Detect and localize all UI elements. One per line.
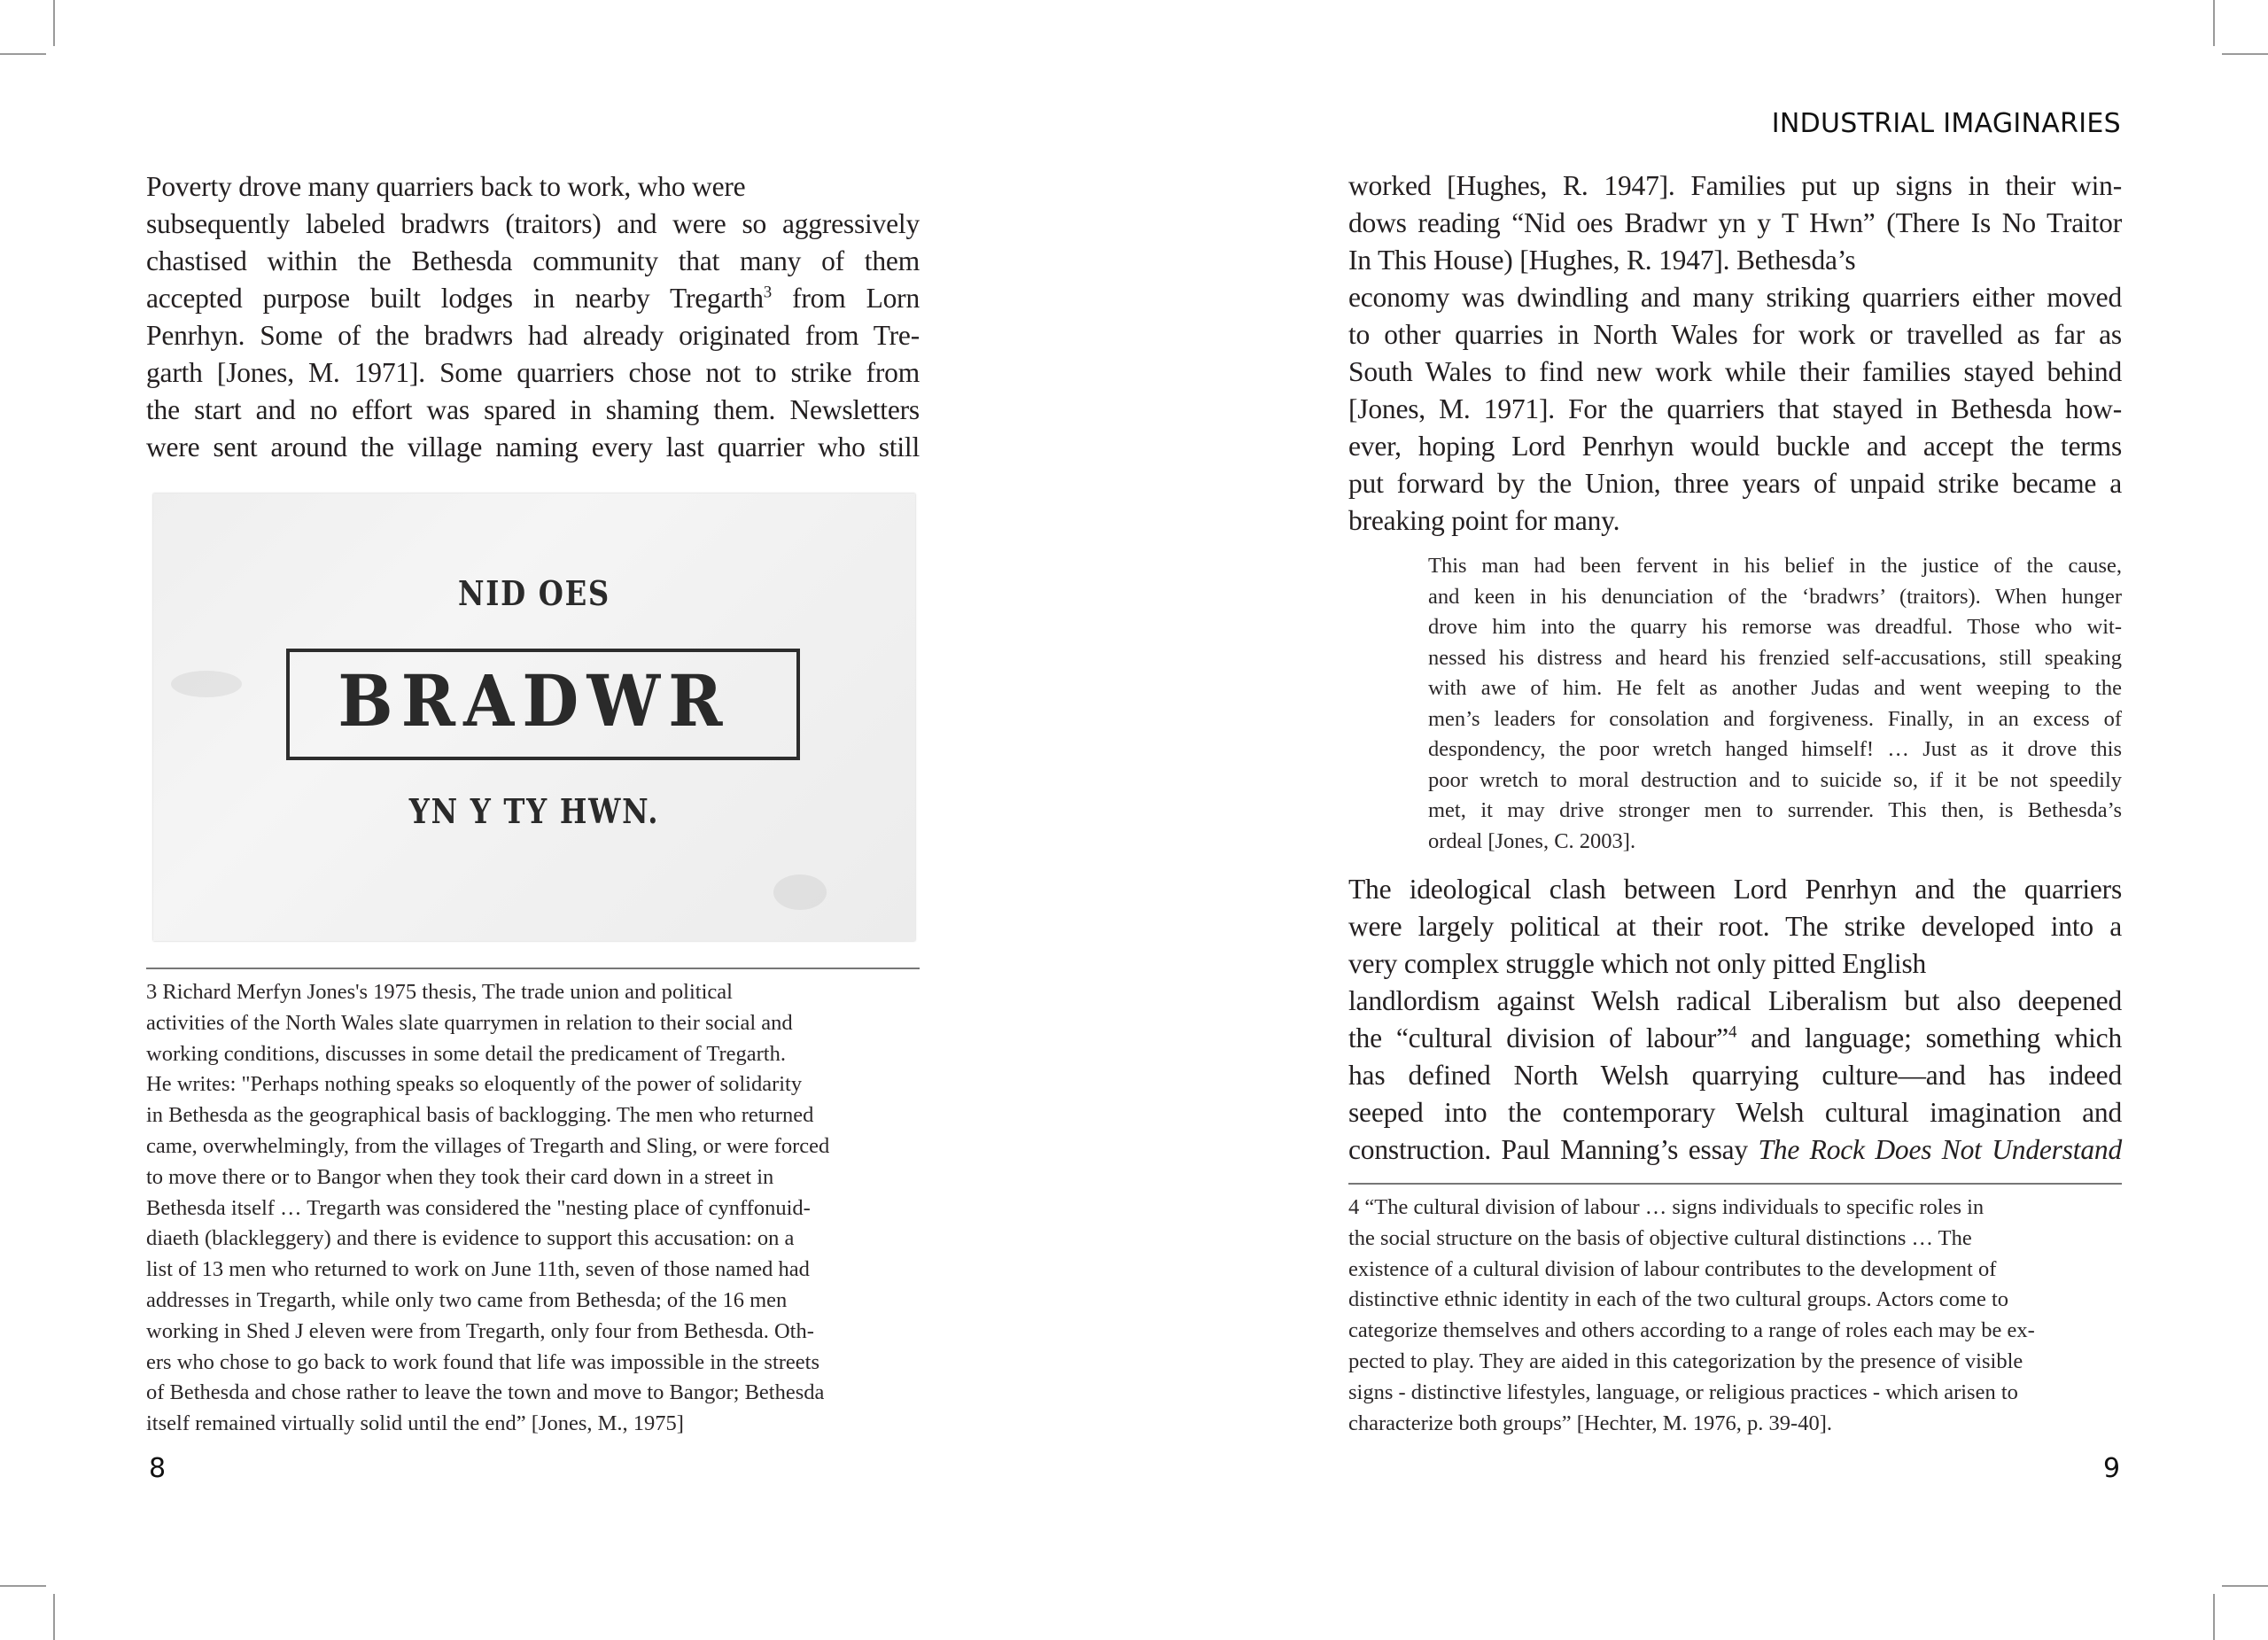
text-line: the start and no effort was spared in shaming them. Newsletters [146, 394, 920, 425]
quote-line: ordeal [Jones, C. 2003]. [1428, 828, 1636, 853]
text-line: Penrhyn. Some of the bradwrs had already originated from Tre- [146, 320, 920, 351]
footnote-line: to move there or to Bangor when they took their card down in a street in [146, 1164, 774, 1189]
text-line: subsequently labeled bradwrs (traitors) and were so aggressively [146, 208, 920, 239]
card-text-nid-oes: NID OES [458, 573, 610, 613]
bradwr-card-image [153, 494, 915, 941]
card-text-bradwr: BRADWR [338, 659, 731, 742]
right-body-paragraph-2 [1348, 871, 2122, 1169]
right-footnote [1348, 1193, 2122, 1439]
footnote-line: 4 “The cultural division of labour … signs individuals to specific roles in [1348, 1195, 1984, 1219]
footnote-line: existence of a cultural division of labour contributes to the development of [1348, 1256, 1997, 1281]
left-footnote [146, 977, 920, 1440]
footnote-line: He writes: "Perhaps nothing speaks so eloquently of the power of solidarity [146, 1072, 803, 1097]
text-line: chastised within the Bethesda community that many of them [146, 245, 920, 276]
footnote-line: diaeth (blackleggery) and there is evidence to support this accusation: on a [146, 1226, 795, 1251]
footnote-line: working conditions, discusses in some detail the predicament of Tregarth. [146, 1041, 786, 1066]
footnote-line: categorize themselves and others according to a range of roles each may be ex- [1348, 1318, 2035, 1343]
footnote-line: activities of the North Wales slate quarrymen in relation to their social and [146, 1010, 793, 1035]
crop-mark [0, 53, 46, 55]
text-line: were sent around the village naming every last quarrier who still [146, 431, 920, 462]
text-line: put forward by the Union, three years of unpaid strike became a [1348, 468, 2122, 499]
text-line: Poverty drove many quarriers back to work, who were [146, 171, 746, 202]
text-line: breaking point for many. [1348, 505, 1620, 536]
footnote-line: in Bethesda as the geographical basis of backlogging. The men who returned [146, 1103, 814, 1128]
text-fragment: the “cultural division of labour” [1348, 1022, 1728, 1053]
footnote-line: characterize both groups” [Hechter, M. 1976, p. 39-40]. [1348, 1411, 1832, 1435]
quote-line: met, it may drive stronger men to surrender. This then, is Bethesda’s [1428, 798, 2122, 822]
text-line: has defined North Welsh quarrying culture—and has indeed [1348, 1060, 2122, 1091]
text-fragment: and language; something which [1736, 1022, 2122, 1053]
footnote-line: distinctive ethnic identity in each of the two cultural groups. Actors come to [1348, 1287, 2009, 1312]
text-line: to other quarries in North Wales for work or travelled as far as [1348, 319, 2122, 350]
text-line: garth [Jones, M. 1971]. Some quarriers chose not to strike from [146, 357, 920, 388]
footnote-line: the social structure on the basis of objective cultural distinctions … The [1348, 1225, 1972, 1250]
footnote-line: itself remained virtually solid until the end” [Jones, M., 1975] [146, 1411, 684, 1436]
footnote-line: of Bethesda and chose rather to leave the town and move to Bangor; Bethesda [146, 1380, 825, 1405]
footnote-ref[interactable]: 4 [1728, 1022, 1737, 1042]
text-fragment: accepted purpose built lodges in nearby Tregarth [146, 283, 764, 314]
essay-title: The Rock Does Not Understand [1758, 1134, 2122, 1165]
quote-line: drove him into the quarry his remorse was dreadful. Those who wit- [1428, 615, 2122, 639]
crop-mark [2222, 53, 2268, 55]
crop-mark [2213, 1594, 2215, 1640]
text-line: landlordism against Welsh radical Liberalism but also deepened [1348, 985, 2122, 1016]
right-body-paragraph-1 [1348, 167, 2122, 540]
crop-mark [0, 1585, 46, 1587]
footnote-line: Bethesda itself … Tregarth was considered the "nesting place of cynffonuid- [146, 1195, 811, 1220]
text-line [146, 280, 920, 317]
quote-line: and keen in his denunciation of the ‘bradwrs’ (traitors). When hunger [1428, 584, 2122, 609]
footnote-separator [146, 968, 920, 969]
footnote-line: signs - distinctive lifestyles, language, or religious practices - which arisen to [1348, 1380, 2018, 1404]
text-line [1348, 1131, 2122, 1169]
text-line: South Wales to find new work while their families stayed behind [1348, 356, 2122, 387]
text-line: ever, hoping Lord Penrhyn would buckle and accept the terms [1348, 431, 2122, 462]
footnote-line: 3 Richard Merfyn Jones's 1975 thesis, The trade union and political [146, 980, 733, 1004]
footnote-line: ers who chose to go back to work found that life was impossible in the streets [146, 1349, 820, 1374]
quote-line: This man had been fervent in his belief in the justice of the cause, [1428, 554, 2122, 578]
quote-line: men’s leaders for consolation and forgiveness. Finally, in an excess of [1428, 706, 2122, 731]
left-body-text [146, 168, 920, 466]
text-line: worked [Hughes, R. 1947]. Families put up signs in their win- [1348, 170, 2122, 201]
footnote-line: came, overwhelmingly, from the villages of Tregarth and Sling, or were forced [146, 1133, 830, 1158]
running-head: INDUSTRIAL IMAGINARIES [1771, 108, 2121, 139]
crop-mark [2222, 1585, 2268, 1587]
quote-line: poor wretch to moral destruction and to suicide so, if it be not speedily [1428, 767, 2122, 792]
footnote-line: addresses in Tregarth, while only two came from Bethesda; of the 16 men [146, 1287, 788, 1312]
footnote-line: list of 13 men who returned to work on June 11th, seven of those named had [146, 1257, 810, 1282]
text-line: The ideological clash between Lord Penrhyn and the quarriers [1348, 874, 2122, 905]
quote-line: with awe of him. He felt as another Judas and went weeping to the [1428, 676, 2122, 700]
text-fragment: from Lorn [772, 283, 920, 314]
text-line: In This House) [Hughes, R. 1947]. Bethesda’s [1348, 245, 1856, 276]
footnote-ref[interactable]: 3 [763, 283, 773, 302]
page-number-right: 9 [2103, 1453, 2121, 1484]
text-line: economy was dwindling and many striking quarriers either moved [1348, 282, 2122, 313]
footnote-line: working in Shed J eleven were from Tregarth, only four from Bethesda. Oth- [146, 1318, 814, 1343]
crop-mark [53, 1594, 55, 1640]
card-text-yn-y-ty-hwn: YN Y TY HWN. [408, 791, 660, 831]
text-line: seeped into the contemporary Welsh cultural imagination and [1348, 1097, 2122, 1128]
block-quote [1428, 551, 2122, 857]
text-line [1348, 1020, 2122, 1057]
paper-stain [773, 874, 827, 910]
text-line: dows reading “Nid oes Bradwr yn y T Hwn” (There Is No Traitor [1348, 207, 2122, 238]
text-fragment: construction. Paul Manning’s essay [1348, 1134, 1759, 1165]
crop-mark [53, 0, 55, 46]
crop-mark [2213, 0, 2215, 46]
text-line: were largely political at their root. The strike developed into a [1348, 911, 2122, 942]
quote-line: despondency, the poor wretch hanged himself! … Just as it drove this [1428, 737, 2122, 761]
footnote-separator [1348, 1183, 2122, 1185]
footnote-line: pected to play. They are aided in this categorization by the presence of visible [1348, 1349, 2023, 1373]
quote-line: nessed his distress and heard his frenzied self-accusations, still speaking [1428, 645, 2122, 670]
page-number-left: 8 [149, 1453, 167, 1484]
text-line: [Jones, M. 1971]. For the quarriers that stayed in Bethesda how- [1348, 393, 2122, 424]
text-line: very complex struggle which not only pitted English [1348, 948, 1927, 979]
